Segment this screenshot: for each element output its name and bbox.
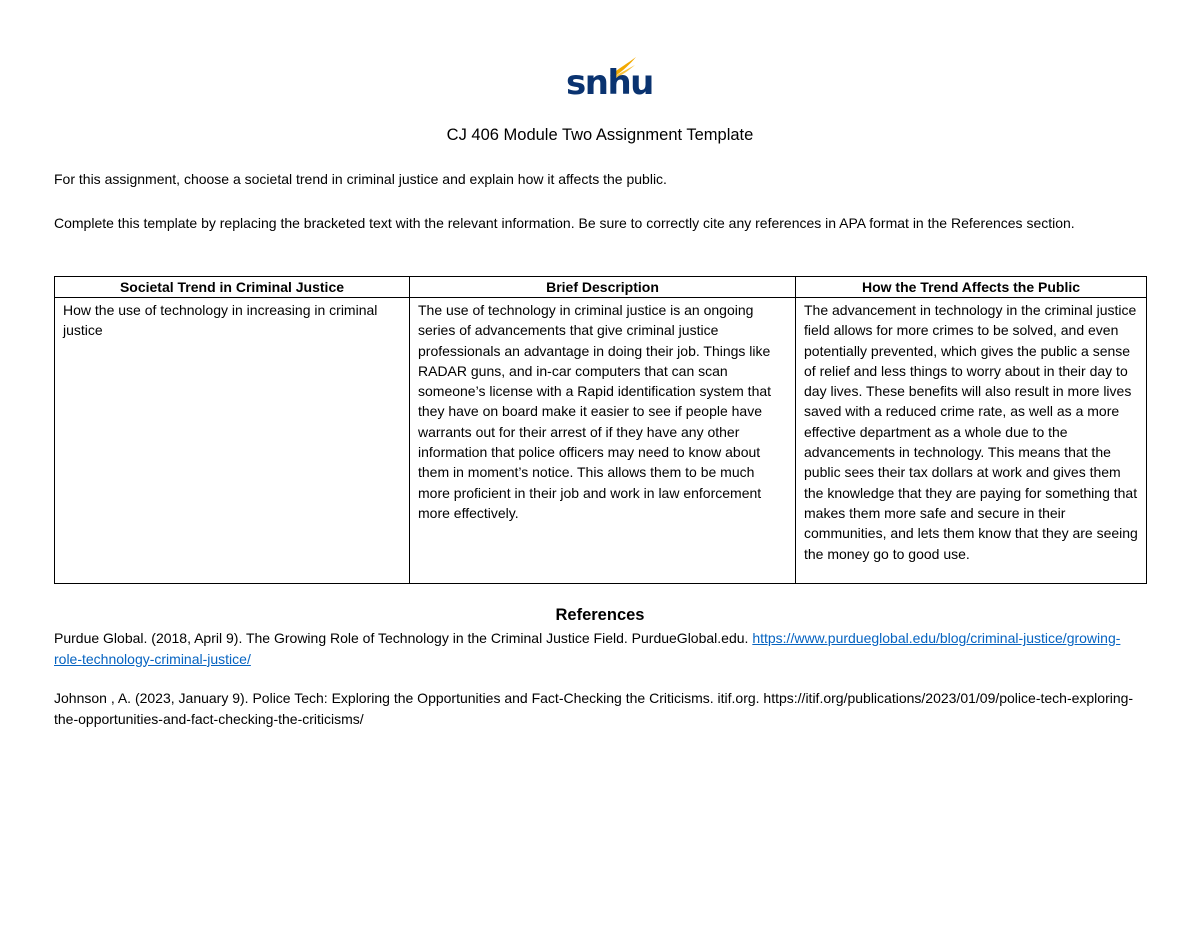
table-header-row [55, 277, 1147, 298]
header-societal-trend: Societal Trend in Criminal Justice [55, 277, 410, 298]
reference-1-link[interactable]: https://www.purdueglobal.edu/blog/criminal-justice/growing-role-technology-criminal-justice/ [54, 630, 1121, 667]
cell-affects-public: The advancement in technology in the criminal justice field allows for more crimes to be solved, and even potentially prevented, which gives the public a sense of relief and less things to worry about in their day to day lives. These benefits will also result in more lives saved with a reduced crime rate, as well as a more effective department as a whole due to the advancements in technology. This means that the public sees their tax dollars at work and gives them the knowledge that they are paying for something that makes them more safe and secure in their communities, and lets them know that they are seeing the money go to good use. [796, 298, 1147, 584]
logo-wordmark: snhu [566, 63, 653, 103]
reference-1 [54, 628, 1144, 669]
cell-brief-description: The use of technology in criminal justice is an ongoing series of advancements that give criminal justice professionals an advantage in doing their job. Things like RADAR guns, and in-car computers that can scan someone’s license with a Rapid identification system that they have on board make it easier to see if people have warrants out for their arrest of if they have any other information that police officers may need to know about them in moment’s notice. This allows them to be much more proficient in their job and work in law enforcement more effectively. [410, 298, 796, 584]
assignment-table [54, 276, 1147, 584]
snhu-logo [560, 56, 653, 104]
reference-2: Johnson , A. (2023, January 9). Police Tech: Exploring the Opportunities and Fact-Checking the Criticisms. itif.org. https://itif.org/publications/2023/01/09/police-tech-exploring-the-opportunities-and-fact-checking-the-criticisms/ [54, 690, 1134, 727]
page-title: CJ 406 Module Two Assignment Template [446, 126, 754, 144]
reference-1-text: Purdue Global. (2018, April 9). The Growing Role of Technology in the Criminal Justice Field. PurdueGlobal.edu. [54, 630, 753, 646]
cell-societal-trend: How the use of technology in increasing in criminal justice [55, 298, 410, 584]
header-brief-description: Brief Description [410, 277, 796, 298]
header-affects-public: How the Trend Affects the Public [796, 277, 1147, 298]
table-row [55, 298, 1147, 584]
instruction-paragraph-2: Complete this template by replacing the bracketed text with the relevant information. Be sure to correctly cite any references in APA format in the References section. [54, 215, 1075, 231]
instruction-paragraph-1: For this assignment, choose a societal trend in criminal justice and explain how it affects the public. [54, 171, 667, 187]
references-heading: References [555, 606, 645, 624]
